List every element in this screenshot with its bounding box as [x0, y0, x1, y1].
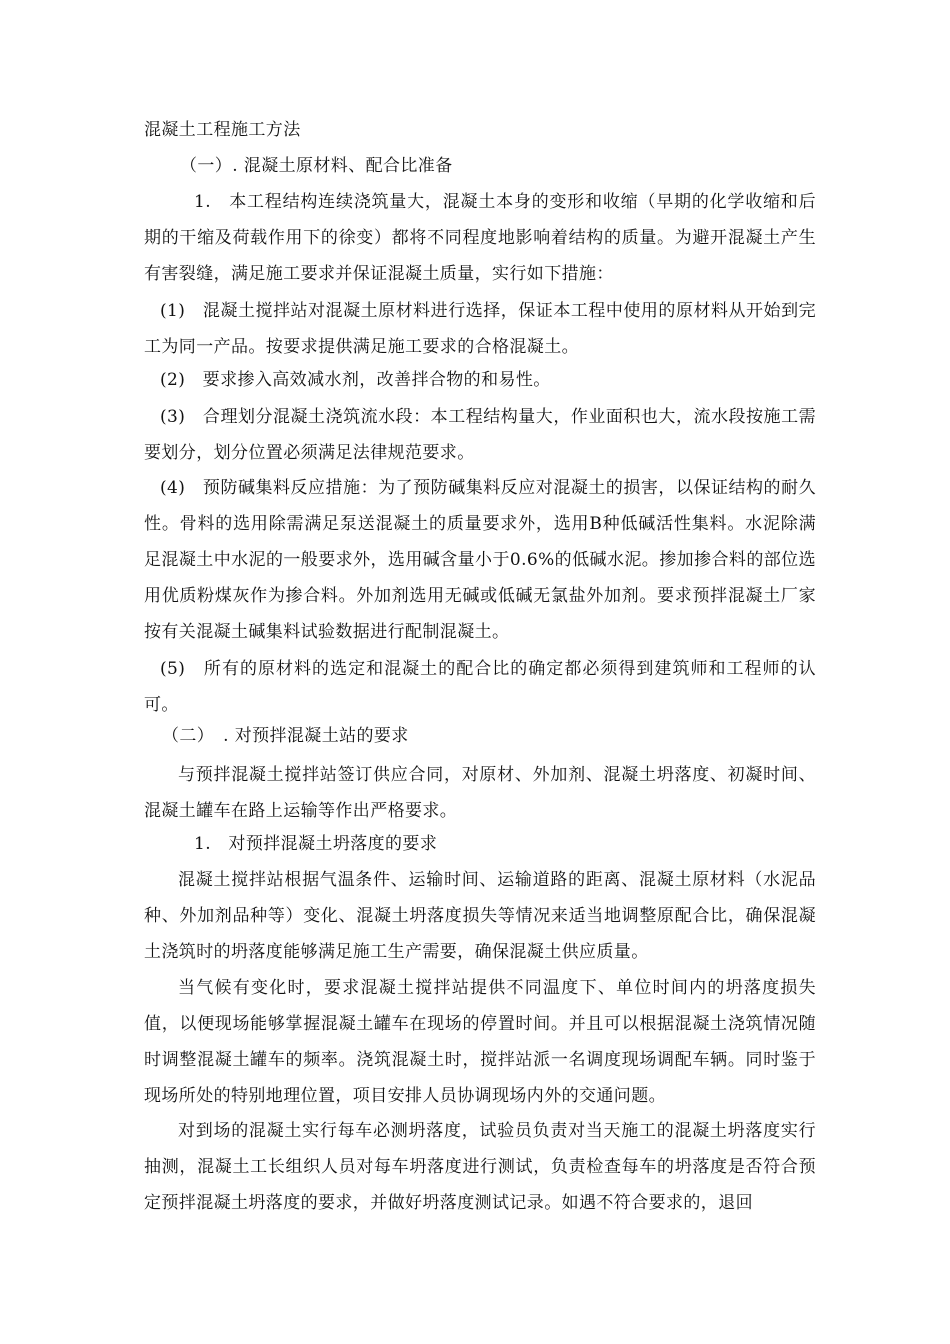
list-item-4: (4) 预防碱集料反应措施：为了预防碱集料反应对混凝土的损害，以保证结构的耐久性。骨料的选用除需满足泵送混凝土的质量要求外，选用B种低碱活性集料。水泥除满足混凝土中水泥的一般要求外，选用碱含量小于0.6%的低碱水泥。掺加掺合料的部位选用优质粉煤灰作为掺合料。外加剂选用无碱或低碱无氯盐外加剂。要求预拌混凝土厂家按有关混凝土碱集料试验数据进行配制混凝土。 [144, 478, 816, 642]
section-2-heading: （二） . 对预拌混凝土站的要求 [162, 726, 409, 746]
section-2-paragraph-2: 混凝土搅拌站根据气温条件、运输时间、运输道路的距离、混凝土原材料（水泥品种、外加剂品种等）变化、混凝土坍落度损失等情况来适当地调整原配合比，确保混凝土浇筑时的坍落度能够满足施工生产需要，确保混凝土供应质量。 [144, 870, 816, 962]
section-2-paragraph-3: 当气候有变化时，要求混凝土搅拌站提供不同温度下、单位时间内的坍落度损失值，以便现场能够掌握混凝土罐车在现场的停置时间。并且可以根据混凝土浇筑情况随时调整混凝土罐车的频率。浇筑混凝土时，搅拌站派一名调度现场调配车辆。同时鉴于现场所处的特别地理位置，项目安排人员协调现场内外的交通问题。 [144, 978, 816, 1106]
section-1-paragraph-1: 1. 本工程结构连续浇筑量大，混凝土本身的变形和收缩（早期的化学收缩和后期的干缩及荷载作用下的徐变）都将不同程度地影响着结构的质量。为避开混凝土产生有害裂缝，满足施工要求并保证混凝土质量，实行如下措施： [144, 192, 816, 284]
document-title: 混凝土工程施工方法 [144, 120, 301, 140]
list-item-3: (3) 合理划分混凝土浇筑流水段：本工程结构量大，作业面积也大，流水段按施工需要划分，划分位置必须满足法律规范要求。 [144, 407, 816, 463]
section-1-heading: （一）. 混凝土原材料、配合比准备 [180, 156, 453, 176]
list-item-2: (2) 要求掺入高效减水剂，改善拌合物的和易性。 [160, 370, 551, 390]
section-2-paragraph-1: 与预拌混凝土搅拌站签订供应合同，对原材、外加剂、混凝土坍落度、初凝时间、混凝土罐车在路上运输等作出严格要求。 [144, 765, 816, 821]
list-item-5: (5) 所有的原材料的选定和混凝土的配合比的确定都必须得到建筑师和工程师的认可。 [144, 659, 816, 715]
list-item-1: (1) 混凝土搅拌站对混凝土原材料进行选择，保证本工程中使用的原材料从开始到完工为同一产品。按要求提供满足施工要求的合格混凝土。 [144, 301, 816, 357]
section-2-subheading-1: 1. 对预拌混凝土坍落度的要求 [194, 834, 438, 854]
section-2-paragraph-4: 对到场的混凝土实行每车必测坍落度，试验员负责对当天施工的混凝土坍落度实行抽测，混凝土工长组织人员对每车坍落度进行测试，负责检查每车的坍落度是否符合预定预拌混凝土坍落度的要求，并做好坍落度测试记录。如遇不符合要求的，退回 [144, 1121, 816, 1213]
